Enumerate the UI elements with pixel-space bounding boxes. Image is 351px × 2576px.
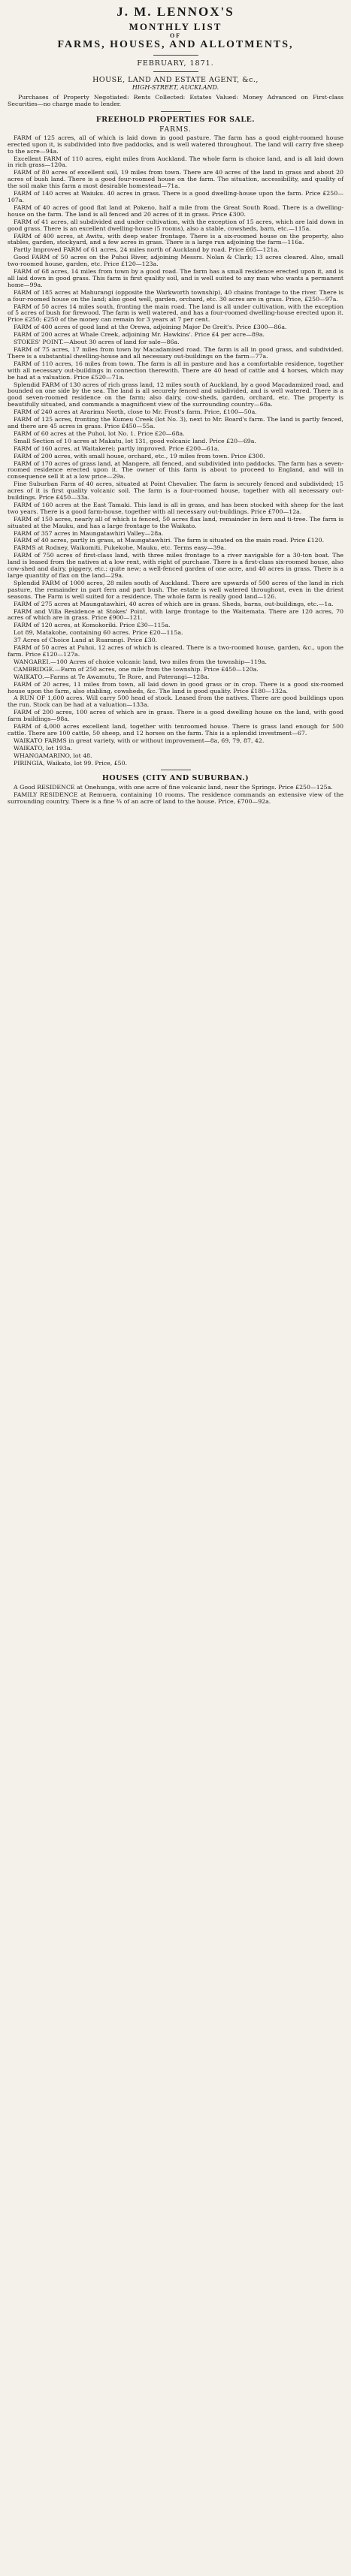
- listing-item: FARM of 41 acres, all subdivided and under cultivation, with the exception of 15 acres, which are laid down in good grass. There is an excellent dwelling-house (5 rooms), also a stable, cowsheds, barn, etc.—115a.: [8, 218, 343, 232]
- listing-item: Good FARM of 50 acres on the Puhoi River, adjoining Messrs. Nolan & Clark; 13 acres cleared. Also, small two-roomed house, garden, etc. Price £120—123a.: [8, 254, 343, 268]
- listing-item: FARM of 125 acres, fronting the Kumeu Creek (lot No. 3), next to Mr. Board's farm. The land is partly fenced, and there are 45 acres in grass. Price £450—55a.: [8, 416, 343, 429]
- masthead-of: OF: [169, 32, 182, 39]
- listing-item: FARM of 160 acres at the East Tamaki. This land is all in grass, and has been stocked with sheep for the last two years. There is a good farm-house, together with all necessary out-buildings. Price £700—12a.: [8, 501, 343, 515]
- issue-date: FEBRUARY, 1871.: [137, 59, 214, 68]
- listing-item: PIRINGIA, Waikato, lot 99. Price, £50.: [14, 759, 128, 767]
- listing-item: FARM of 140 acres at Waiuku. 40 acres in grass. There is a good dwelling-house upon the farm. Price £250—107a.: [8, 190, 343, 203]
- listing-item: FARM of 120 acres, at Komokoriki. Price £30—115a.: [14, 622, 171, 629]
- listing-item: FARM of 185 acres at Mahurangi (opposite the Warkworth township), 40 chains frontage to the river. There is a four-roomed house on the land; also good well, garden, orchard, etc. 30 acres are in grass. Price, £250—97a.: [8, 288, 343, 303]
- listing-item: FARM of 200 acres at Whale Creek, adjoining Mr. Hawkins'. Price £4 per acre—89a.: [14, 331, 265, 339]
- listing-item: FAMILY RESIDENCE at Remuera, containing 10 rooms. The residence commands an extensive view of the surrounding country. There is a fine ¾ of an acre of land to the house. Price, £700—92a.: [8, 791, 343, 806]
- listing-item: FARM of 60 acres at the Puhoi, lot No. 1. Price £20—68a.: [14, 429, 185, 437]
- listing-item: FARM of 110 acres, 16 miles from town. The farm is all in pasture and has a comfortable residence, together with all necessary out-buildings in connection therewith. There are 40 head of cattle and 4 horses, which may be had at a valuation. Price £520—71a.: [8, 360, 343, 381]
- listing-item: FARM of 20 acres, 11 miles from town, all laid down in good grass or in crop. There is a good six-roomed house upon the farm, also stabling, cowsheds, &c. The land is good quality. Price £180—132a.: [8, 680, 343, 694]
- monthly-list-page: [0, 0, 351, 806]
- listing-item: Partly Improved FARM of 61 acres, 24 miles north of Auckland by road. Price £65—121a.: [14, 246, 280, 254]
- listing-item: A Good RESIDENCE at Onehunga, with one acre of fine volcanic land, near the Springs. Price £250—125a.: [14, 784, 333, 791]
- listing-item: FARMS at Rodney, Waikomiti, Pukekohe, Mauku, etc. Terms easy—39a.: [14, 544, 226, 552]
- listing-item: FARM of 4,000 acres excellent land, together with tenroomed house. There is grass land enough for 500 cattle. There are 100 cattle, 50 sheep, and 12 horses on the farm. This is a splendid investment—67.: [8, 723, 343, 737]
- listing-item: FARM of 125 acres, all of which is laid down in good pasture. The farm has a good eight-roomed house erected upon it, is subdivided into five paddocks, and is well watered throughout. The land will carry five sheep to the acre—94a.: [8, 134, 343, 155]
- listing-item: FARM of 150 acres, nearly all of which is fenced, 50 acres flax land, remainder in fern and ti-tree. The farm is situated at the Mauku, and has a large frontage to the Waikato.: [8, 515, 343, 529]
- agency-line: HOUSE, LAND AND ESTATE AGENT, &c.,: [92, 76, 259, 84]
- intro-paragraph: Purchases of Property Negotiated: Rents Collected: Estates Valued: Money Advanced on First-class Securities—no charge made to lender.: [8, 94, 343, 107]
- listing-item: FARM of 170 acres of grass land, at Mangere, all fenced, and subdivided into paddocks. The farm has a seven-roomed residence erected upon it. The owner of this farm is about to proceed to England, and will in consequence sell it at a low price—29a.: [8, 459, 343, 481]
- listing-item: STOKES' POINT.—About 30 acres of land for sale—86a.: [14, 339, 180, 346]
- listing-item: Excellent FARM of 110 acres, eight miles from Auckland. The whole farm is choice land, and is all laid down in rich grass—120a.: [8, 155, 343, 169]
- divider: [153, 55, 198, 56]
- masthead-title: J. M. LENNOX'S: [116, 5, 235, 19]
- listing-item: FARM of 40 acres, partly in grass, at Maungatawhiri. The farm is situated on the main road. Price £120.: [14, 537, 325, 544]
- listing-item: 37 Acres of Choice Land at Ruarangi. Price £30.: [14, 637, 158, 644]
- listing-item: WANGAREI.—100 Acres of choice volcanic land, two miles from the township—119a.: [14, 658, 267, 665]
- listing-item: Splendid FARM of 1000 acres, 28 miles south of Auckland. There are upwards of 500 acres of the land in rich pasture, the remainder in part fern and part bush. The estate is well watered throughout, even in the driest seasons. The Farm is well suited for a residence. The whole farm is really good land—126.: [8, 579, 343, 600]
- listing-item: A RUN OF 1,600 acres. Will carry 500 head of stock. Leased from the natives. There are good buildings upon the run. Stock can be had at a valuation—133a.: [8, 694, 343, 709]
- listing-item: FARM of 200 acres, with small house, orchard, etc., 19 miles from town. Price £300.: [14, 452, 265, 459]
- houses-heading: HOUSES (CITY AND SUBURBAN.): [101, 774, 250, 783]
- farm-listings: [8, 135, 343, 767]
- listing-item: FARM of 75 acres, 17 miles from town by Macadamised road. The farm is all in good grass, and subdivided. There is a substantial dwelling-house and all necessary out-buildings on the farm—77a.: [8, 346, 343, 360]
- listing-item: WAIKATO.—Farms at Te Awamutu, Te Rore, and Paterangi—128a.: [14, 673, 210, 680]
- listing-item: FARM of 400 acres, at Awitu, with deep water frontage. There is a six-roomed house on the property, also stables, garden, stockyard, and a few acres in grass. There is a large run adjoining the farm—116a.: [8, 232, 343, 246]
- divider: [161, 111, 191, 112]
- house-listings: [8, 785, 343, 806]
- listing-item: FARM of 400 acres of good land at the Orewa, adjoining Major De Greit's. Price £300—86a.: [14, 324, 287, 331]
- listing-item: FARM and Villa Residence at Stokes' Point, with large frontage to the Waitemata. There are 120 acres, 70 acres of which are in grass. Price £900—121.: [8, 607, 343, 622]
- agency-address: HIGH-STREET, AUCKLAND.: [132, 84, 219, 91]
- listing-item: FARM of 50 acres 14 miles south, fronting the main road. The land is all under cultivation, with the exception of 5 acres of bush for firewood. The farm is well watered, and has a four-roomed dwelling-house erected upon it. Price £250; £250 of the money can remain for 3 years at 7 per cent.: [8, 303, 343, 324]
- farms-heading: FARMS.: [159, 125, 192, 134]
- listing-item: Splendid FARM of 130 acres of rich grass land, 12 miles south of Auckland, by a good Macadamized road, and bounded on one side by the sea. The land is all securely fenced and subdivided, and is well watered. There is a good seven-roomed residence on the farm; also dairy, cow-sheds, garden, orchard, etc. The property is beautifully situated, and commands a magnificent view of the surrounding country—68a.: [8, 381, 343, 408]
- listing-item: FARM of 68 acres, 14 miles from town by a good road. The farm has a small residence erected upon it, and is all laid down in good grass. This farm is first quality soil, and is well suited to any man who wants a permanent home—99a.: [8, 268, 343, 288]
- listing-item: CAMBRIDGE.—Farm of 250 acres, one mile from the township. Price £450—120a.: [14, 665, 259, 673]
- masthead-main-heading: FARMS, HOUSES, AND ALLOTMENTS,: [57, 39, 294, 50]
- listing-item: FARM of 80 acres of excellent soil, 19 miles from town. There are 40 acres of the land in grass and about 20 acres of bush land. There is a good four-roomed house on the farm. The situation, accessibility, and quality of the soil make this farm a most desirable homestead—71a.: [8, 169, 343, 190]
- listing-item: Lot 89, Matakohe, containing 60 acres. Price £20—115a.: [14, 629, 183, 637]
- listing-item: WHANGAMARINO, lot 48.: [14, 752, 92, 759]
- listing-item: Fine Suburban Farm of 40 acres, situated at Point Chevalier. The farm is securely fenced and subdivided; 15 acres of it is first quality volcanic soil. The farm is a four-roomed house, together with all necessary out-buildings. Price £450—33a.: [8, 481, 343, 502]
- listing-item: FARM of 275 acres at Maungatawhiri, 40 acres of which are in grass. Sheds, barns, out-buildings, etc.—1a.: [14, 600, 334, 607]
- divider: [153, 71, 198, 72]
- masthead-subtitle: MONTHLY LIST: [129, 21, 222, 32]
- listing-item: WAIKATO FARMS in great variety, with or without improvement—8a, 69, 79, 87, 42.: [14, 737, 265, 744]
- listing-item: Small Section of 10 acres at Makatu, lot 131, good volcanic land. Price £20—69a.: [14, 437, 256, 444]
- listing-item: WAIKATO, lot 193a.: [14, 744, 72, 752]
- listing-item: FARM of 40 acres of good flat land at Pokeno, half a mile from the Great South Road. There is a dwelling-house on the farm. The land is all fenced and 20 acres of it in grass. Price £300.: [8, 203, 343, 218]
- listing-item: FARM of 240 acres at Ararimu North, close to Mr. Frost's farm. Price, £100—50a.: [14, 408, 257, 416]
- listing-item: FARM of 160 acres, at Waitakerei; partly improved. Price £200—61a.: [14, 444, 219, 452]
- freehold-heading: FREEHOLD PROPERTIES FOR SALE.: [95, 115, 256, 124]
- listing-item: FARM of 50 acres at Puhoi, 12 acres of which is cleared. There is a two-roomed house, garden, &c., upon the farm. Price £120—127a.: [8, 644, 343, 658]
- masthead: [8, 5, 343, 51]
- listing-item: FARM of 357 acres in Maungatawhiri Valley—28a.: [14, 529, 164, 537]
- listing-item: FARM of 750 acres of first-class land, with three miles frontage to a river navigable for a 30-ton boat. The land is leased from the natives at a low rent, with right of purchase. There is a first-class six-roomed house, also cow-shed and dairy, piggery, etc.; quite new; a well-fenced garden of one acre, and 40 acres in grass. There is a large quantity of flax on the land—29a.: [8, 552, 343, 579]
- listing-item: FARM of 200 acres, 100 acres of which are in grass. There is a good dwelling house on the land, with good farm buildings—98a.: [8, 709, 343, 723]
